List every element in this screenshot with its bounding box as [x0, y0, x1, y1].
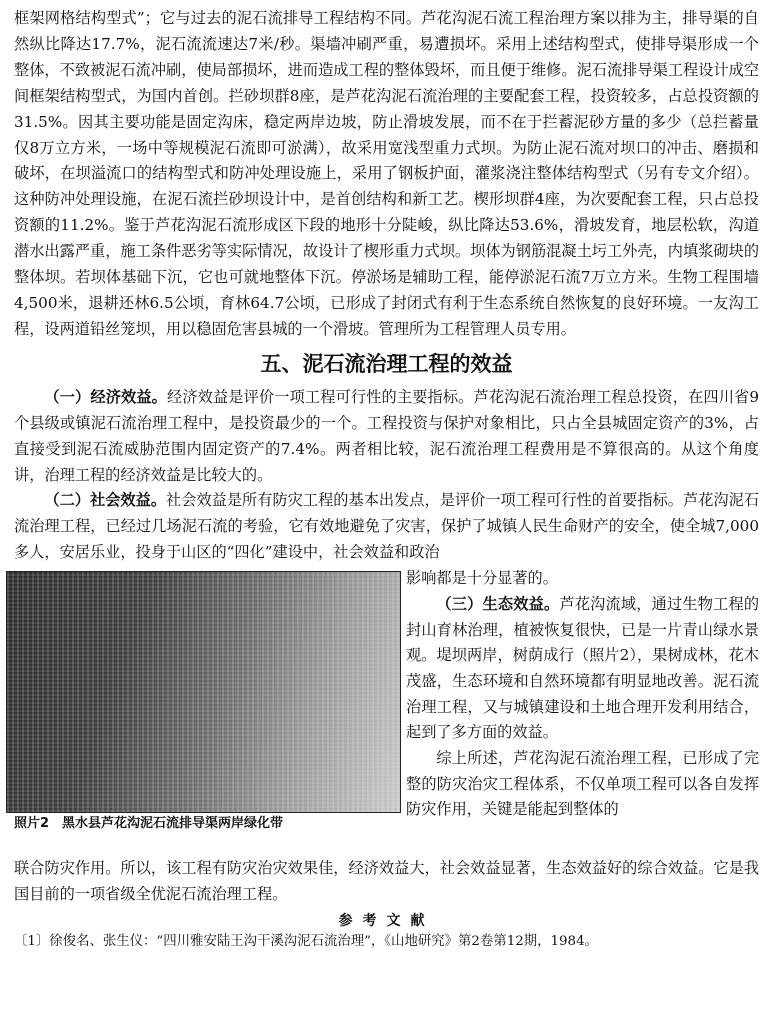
ecological-benefit-text: 芦花沟流域，通过生物工程的封山育林治理，植被恢复很快，已是一片青山绿水景观。堤坝两岸，树荫成行（照片2），果树成林，花木茂盛，生态环境和自然环境都有明显地改善。泥石流治理工程，又与城镇建设和土地合理开发利用结合，起到了多方面的效益。 [406, 594, 759, 742]
social-benefit-paragraph [14, 488, 759, 566]
figure-and-side-column [14, 566, 759, 856]
economic-benefit-lead: （一）经济效益。 [44, 387, 167, 406]
section-heading: 五、泥石流治理工程的效益 [260, 351, 513, 376]
page-body [14, 6, 759, 952]
side-column [406, 566, 759, 823]
ecological-benefit-lead: （三）生态效益。 [436, 594, 560, 613]
social-benefit-lead: （二）社会效益。 [44, 491, 167, 510]
ecological-benefit-paragraph [406, 592, 759, 746]
greenbelt-photo [6, 571, 401, 813]
intro-paragraph: 框架网格结构型式”；它与过去的泥石流排导工程结构不同。芦花沟泥石流工程治理方案以排为主，排导渠的自然纵比降达17.7%，泥石流流速达7米/秒。渠墙冲刷严重，易遭损坏。采用上述结构型式，使排导渠形成一个整体，不致被泥石流冲刷，使局部损坏，进而造成工程的整体毁坏，而且便于维修。泥石流排导渠工程设计成空间框架结构型式，为国内首创。拦砂坝群8座，是芦花沟泥石流治理的主要配套工程，投资较多，占总投资额的31.5%。因其主要功能是固定沟床，稳定两岸边坡，防止滑坡发展，而不在于拦蓄泥砂方量的多少（总拦蓄量仅8万立方米，一场中等规模泥石流即可淤满），故采用宽浅型重力式坝。为防止泥石流对坝口的冲击、磨损和破坏，在坝溢流口的结构型式和防冲处理设施上，采用了钢板护面，灌浆浇注整体结构型式（另有专文介绍）。这种防冲处理设施，在泥石流拦砂坝设计中，是首创结构和新工艺。楔形坝群4座，为次要配套工程，只占总投资额的11.2%。鉴于芦花沟泥石流形成区下段的地形十分陡峻，纵比降达53.6%，滑坡发育，地层松软，沟道潜水出露严重，施工条件恶劣等实际情况，故设计了楔形重力式坝。坝体为钢筋混凝土圬工外壳，内填浆砌块的整体坝。若坝体基础下沉，它也可就地整体下沉。停淤场是辅助工程，能停淤泥石流7万立方米。生物工程围墙4,500米，退耕还林6.5公顷，育林64.7公顷，已形成了封闭式有利于生态系统自然恢复的良好环境。一友沟工程，设两道铅丝笼坝，用以稳固危害县城的一个滑坡。管理所为工程管理人员专用。 [14, 9, 759, 338]
photo-caption: 照片2 黑水县芦花沟泥石流排导渠两岸绿化带 [14, 816, 284, 832]
economic-benefit-text: 经济效益是评价一项工程可行性的主要指标。芦花沟泥石流治理工程总投资，在四川省9个县级或镇泥石流治理工程中，是投资最少的一个。工程投资与保护对象相比，只占全县城固定资产的3%，占直接受到泥石流威胁范围内固定资产的7.4%。两者相比较，泥石流治理工程费用是不算很高的。从这个角度讲，治理工程的经济效益是比较大的。 [14, 387, 760, 484]
summary-paragraph-end: 联合防灾作用。所以，该工程有防灾治灾效果佳，经济效益大，社会效益显著，生态效益好的综合效益。它是我国目前的一项省级全优泥石流治理工程。 [14, 859, 759, 904]
references-title: 参考文献 [338, 912, 435, 929]
summary-paragraph-start: 综上所述，芦花沟泥石流治理工程，已形成了完整的防灾治灾工程体系，不仅单项工程可以各自发挥防灾作用，关键是能起到整体的 [406, 749, 759, 819]
reference-item-1: 〔1〕徐俊名、张生仪：“四川雅安陆王沟干溪沟泥石流治理”，《山地研究》第2卷第12期，1984。 [14, 933, 598, 949]
social-benefit-text: 社会效益是所有防灾工程的基本出发点，是评价一项工程可行性的首要指标。芦花沟泥石流治理工程，已经过几场泥石流的考验，它有效地避免了灾害，保护了城镇人民生命财产的安全，使全城7,000多人，安居乐业，投身于山区的“四化”建设中，社会效益和政治 [14, 491, 760, 562]
social-benefit-continuation: 影响都是十分显著的。 [406, 569, 558, 588]
economic-benefit-paragraph [14, 385, 759, 489]
